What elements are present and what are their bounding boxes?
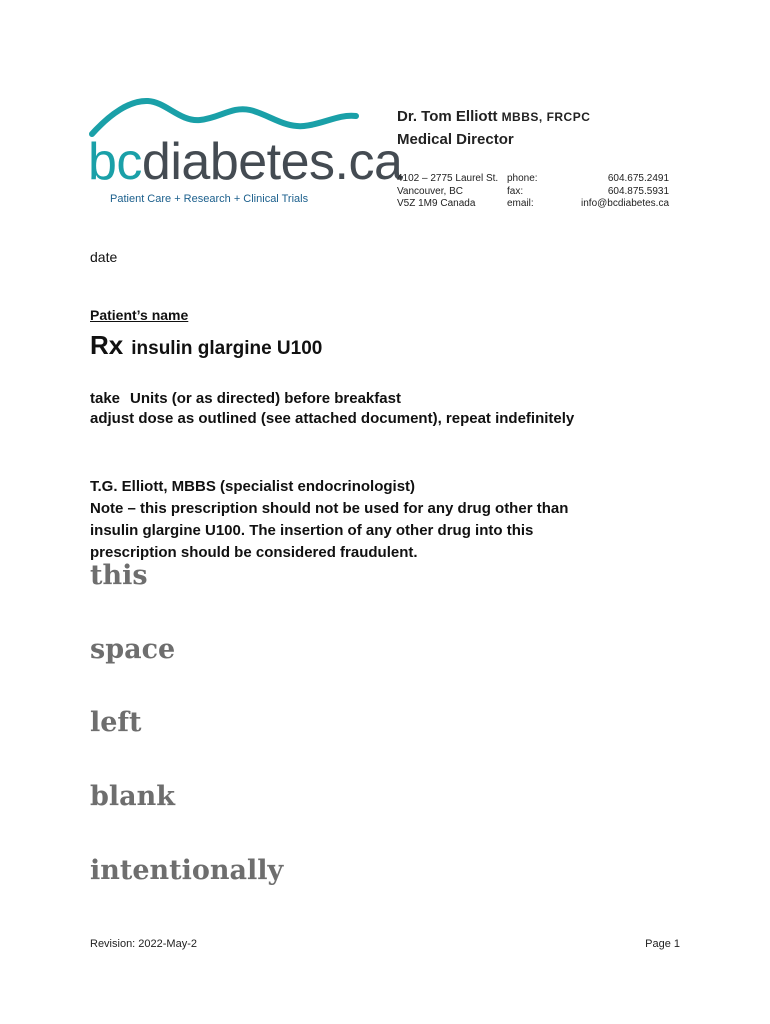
- logo-bc: bc: [88, 133, 142, 191]
- instruction-take: take: [90, 390, 121, 407]
- blank-word-this: this: [90, 560, 148, 591]
- prescriber-signature: T.G. Elliott, MBBS (specialist endocrinologist): [90, 478, 416, 495]
- blank-word-intentionally: intentionally: [90, 855, 284, 886]
- page-number: Page 1: [645, 938, 680, 950]
- logo-wordmark: [88, 132, 402, 192]
- blank-word-left: left: [90, 707, 142, 738]
- logo-tagline: Patient Care + Research + Clinical Trials: [110, 193, 309, 205]
- drug-name: insulin glargine U100: [131, 338, 323, 359]
- address-block: [397, 173, 498, 211]
- email-label: email:: [507, 198, 534, 209]
- instruction-units: Units (or as directed) before breakfast: [130, 390, 401, 407]
- note-line-1: Note – this prescription should not be used for any drug other than: [90, 500, 569, 517]
- instruction-line-1: [90, 389, 574, 409]
- note-line-3: prescription should be considered fraudulent.: [90, 544, 418, 561]
- rx-line: [90, 330, 322, 361]
- blank-word-space: space: [90, 634, 176, 665]
- phone-label: phone:: [507, 173, 538, 184]
- signature-block: [90, 476, 568, 564]
- contact-values: [581, 173, 669, 211]
- bcdiabetes-logo: [88, 92, 403, 214]
- instruction-line-2: adjust dose as outlined (see attached document), repeat indefinitely: [90, 410, 575, 427]
- doctor-credentials: MBBS, FRCPC: [501, 110, 591, 124]
- contact-labels: [507, 173, 538, 211]
- address-line-2: Vancouver, BC: [397, 185, 463, 197]
- dosing-instructions: [90, 389, 574, 429]
- fax-label: fax:: [507, 185, 524, 197]
- fax-value: 604.875.5931: [607, 185, 669, 197]
- blank-word-blank: blank: [90, 781, 175, 812]
- doctor-name: Dr. Tom Elliott: [397, 108, 498, 125]
- address-line-3: V5Z 1M9 Canada: [397, 198, 476, 209]
- phone-value: 604.675.2491: [607, 173, 669, 184]
- date-label: date: [90, 249, 118, 265]
- logo-diabetes-ca: diabetes.ca: [141, 133, 403, 191]
- doctor-title: Medical Director: [397, 131, 514, 148]
- revision-date: Revision: 2022-May-2: [90, 938, 197, 950]
- note-line-2: insulin glargine U100. The insertion of any other drug into this: [90, 522, 534, 539]
- rx-symbol: Rx: [90, 330, 124, 360]
- address-line-1: 4102 – 2775 Laurel St.: [397, 173, 499, 184]
- email-value: info@bcdiabetes.ca: [581, 198, 669, 209]
- patient-name-label: Patient’s name: [90, 307, 189, 323]
- doctor-name-line: [397, 108, 590, 125]
